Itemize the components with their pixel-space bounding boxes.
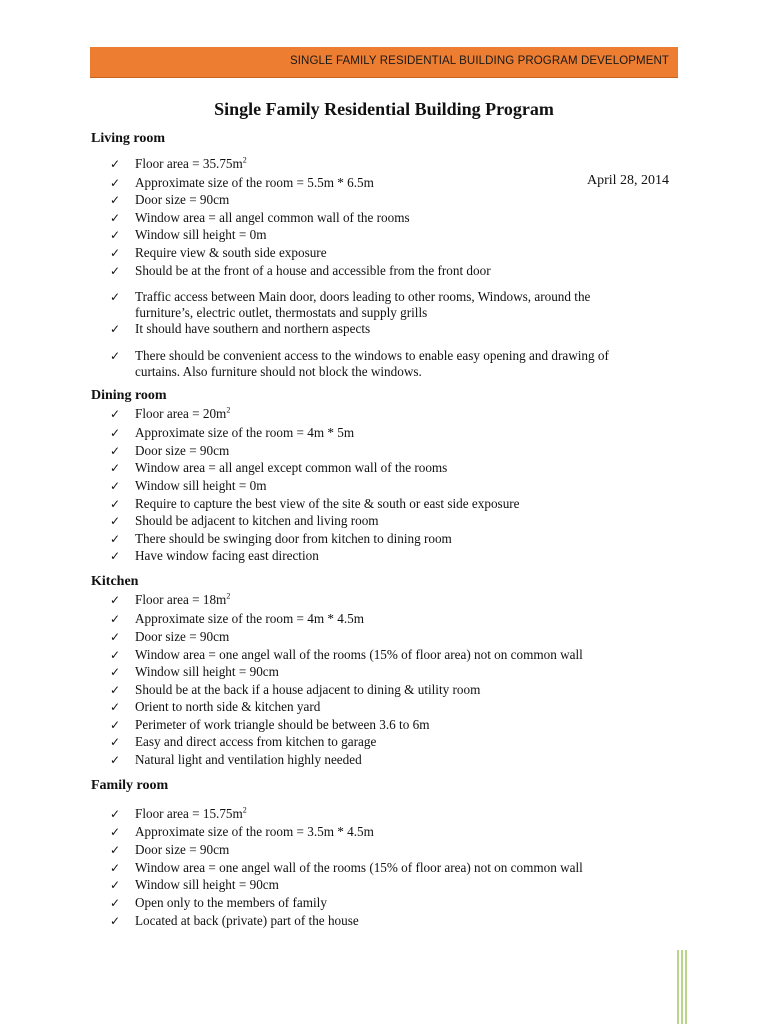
check-icon: ✓ xyxy=(110,861,121,875)
check-icon: ✓ xyxy=(110,176,121,190)
check-icon: ✓ xyxy=(110,461,121,475)
check-icon: ✓ xyxy=(110,407,121,421)
check-icon: ✓ xyxy=(110,246,121,260)
check-icon: ✓ xyxy=(110,648,121,662)
decorative-line xyxy=(685,950,687,1024)
check-icon: ✓ xyxy=(110,479,121,493)
check-icon: ✓ xyxy=(110,157,121,171)
check-icon: ✓ xyxy=(110,700,121,714)
section-heading-kitchen: Kitchen xyxy=(91,574,139,589)
check-icon: ✓ xyxy=(110,665,121,679)
check-icon: ✓ xyxy=(110,211,121,225)
decorative-line xyxy=(681,950,683,1024)
check-icon: ✓ xyxy=(110,228,121,242)
decorative-line xyxy=(677,950,679,1024)
document-date: April 28, 2014 xyxy=(587,173,670,188)
check-icon: ✓ xyxy=(110,593,121,607)
check-icon: ✓ xyxy=(110,497,121,511)
section-heading-dining-room: Dining room xyxy=(91,388,167,403)
check-icon: ✓ xyxy=(110,514,121,528)
check-icon: ✓ xyxy=(110,193,121,207)
check-icon: ✓ xyxy=(110,735,121,749)
check-icon: ✓ xyxy=(110,807,121,821)
document-title: Single Family Residential Building Program xyxy=(214,99,554,119)
header-banner xyxy=(90,47,678,78)
check-icon: ✓ xyxy=(110,290,121,304)
check-icon: ✓ xyxy=(110,264,121,278)
check-icon: ✓ xyxy=(110,843,121,857)
check-icon: ✓ xyxy=(110,549,121,563)
check-icon: ✓ xyxy=(110,878,121,892)
check-icon: ✓ xyxy=(110,349,121,363)
section-heading-family-room: Family room xyxy=(91,778,169,793)
check-icon: ✓ xyxy=(110,914,121,928)
section-heading-living-room: Living room xyxy=(91,131,166,146)
check-icon: ✓ xyxy=(110,718,121,732)
check-icon: ✓ xyxy=(110,825,121,839)
check-icon: ✓ xyxy=(110,444,121,458)
check-icon: ✓ xyxy=(110,612,121,626)
check-icon: ✓ xyxy=(110,426,121,440)
check-icon: ✓ xyxy=(110,683,121,697)
check-icon: ✓ xyxy=(110,630,121,644)
check-icon: ✓ xyxy=(110,896,121,910)
check-icon: ✓ xyxy=(110,322,121,336)
check-icon: ✓ xyxy=(110,753,121,767)
banner-title: SINGLE FAMILY RESIDENTIAL BUILDING PROGRAM DEVELOPMENT xyxy=(289,55,669,67)
check-icon: ✓ xyxy=(110,532,121,546)
